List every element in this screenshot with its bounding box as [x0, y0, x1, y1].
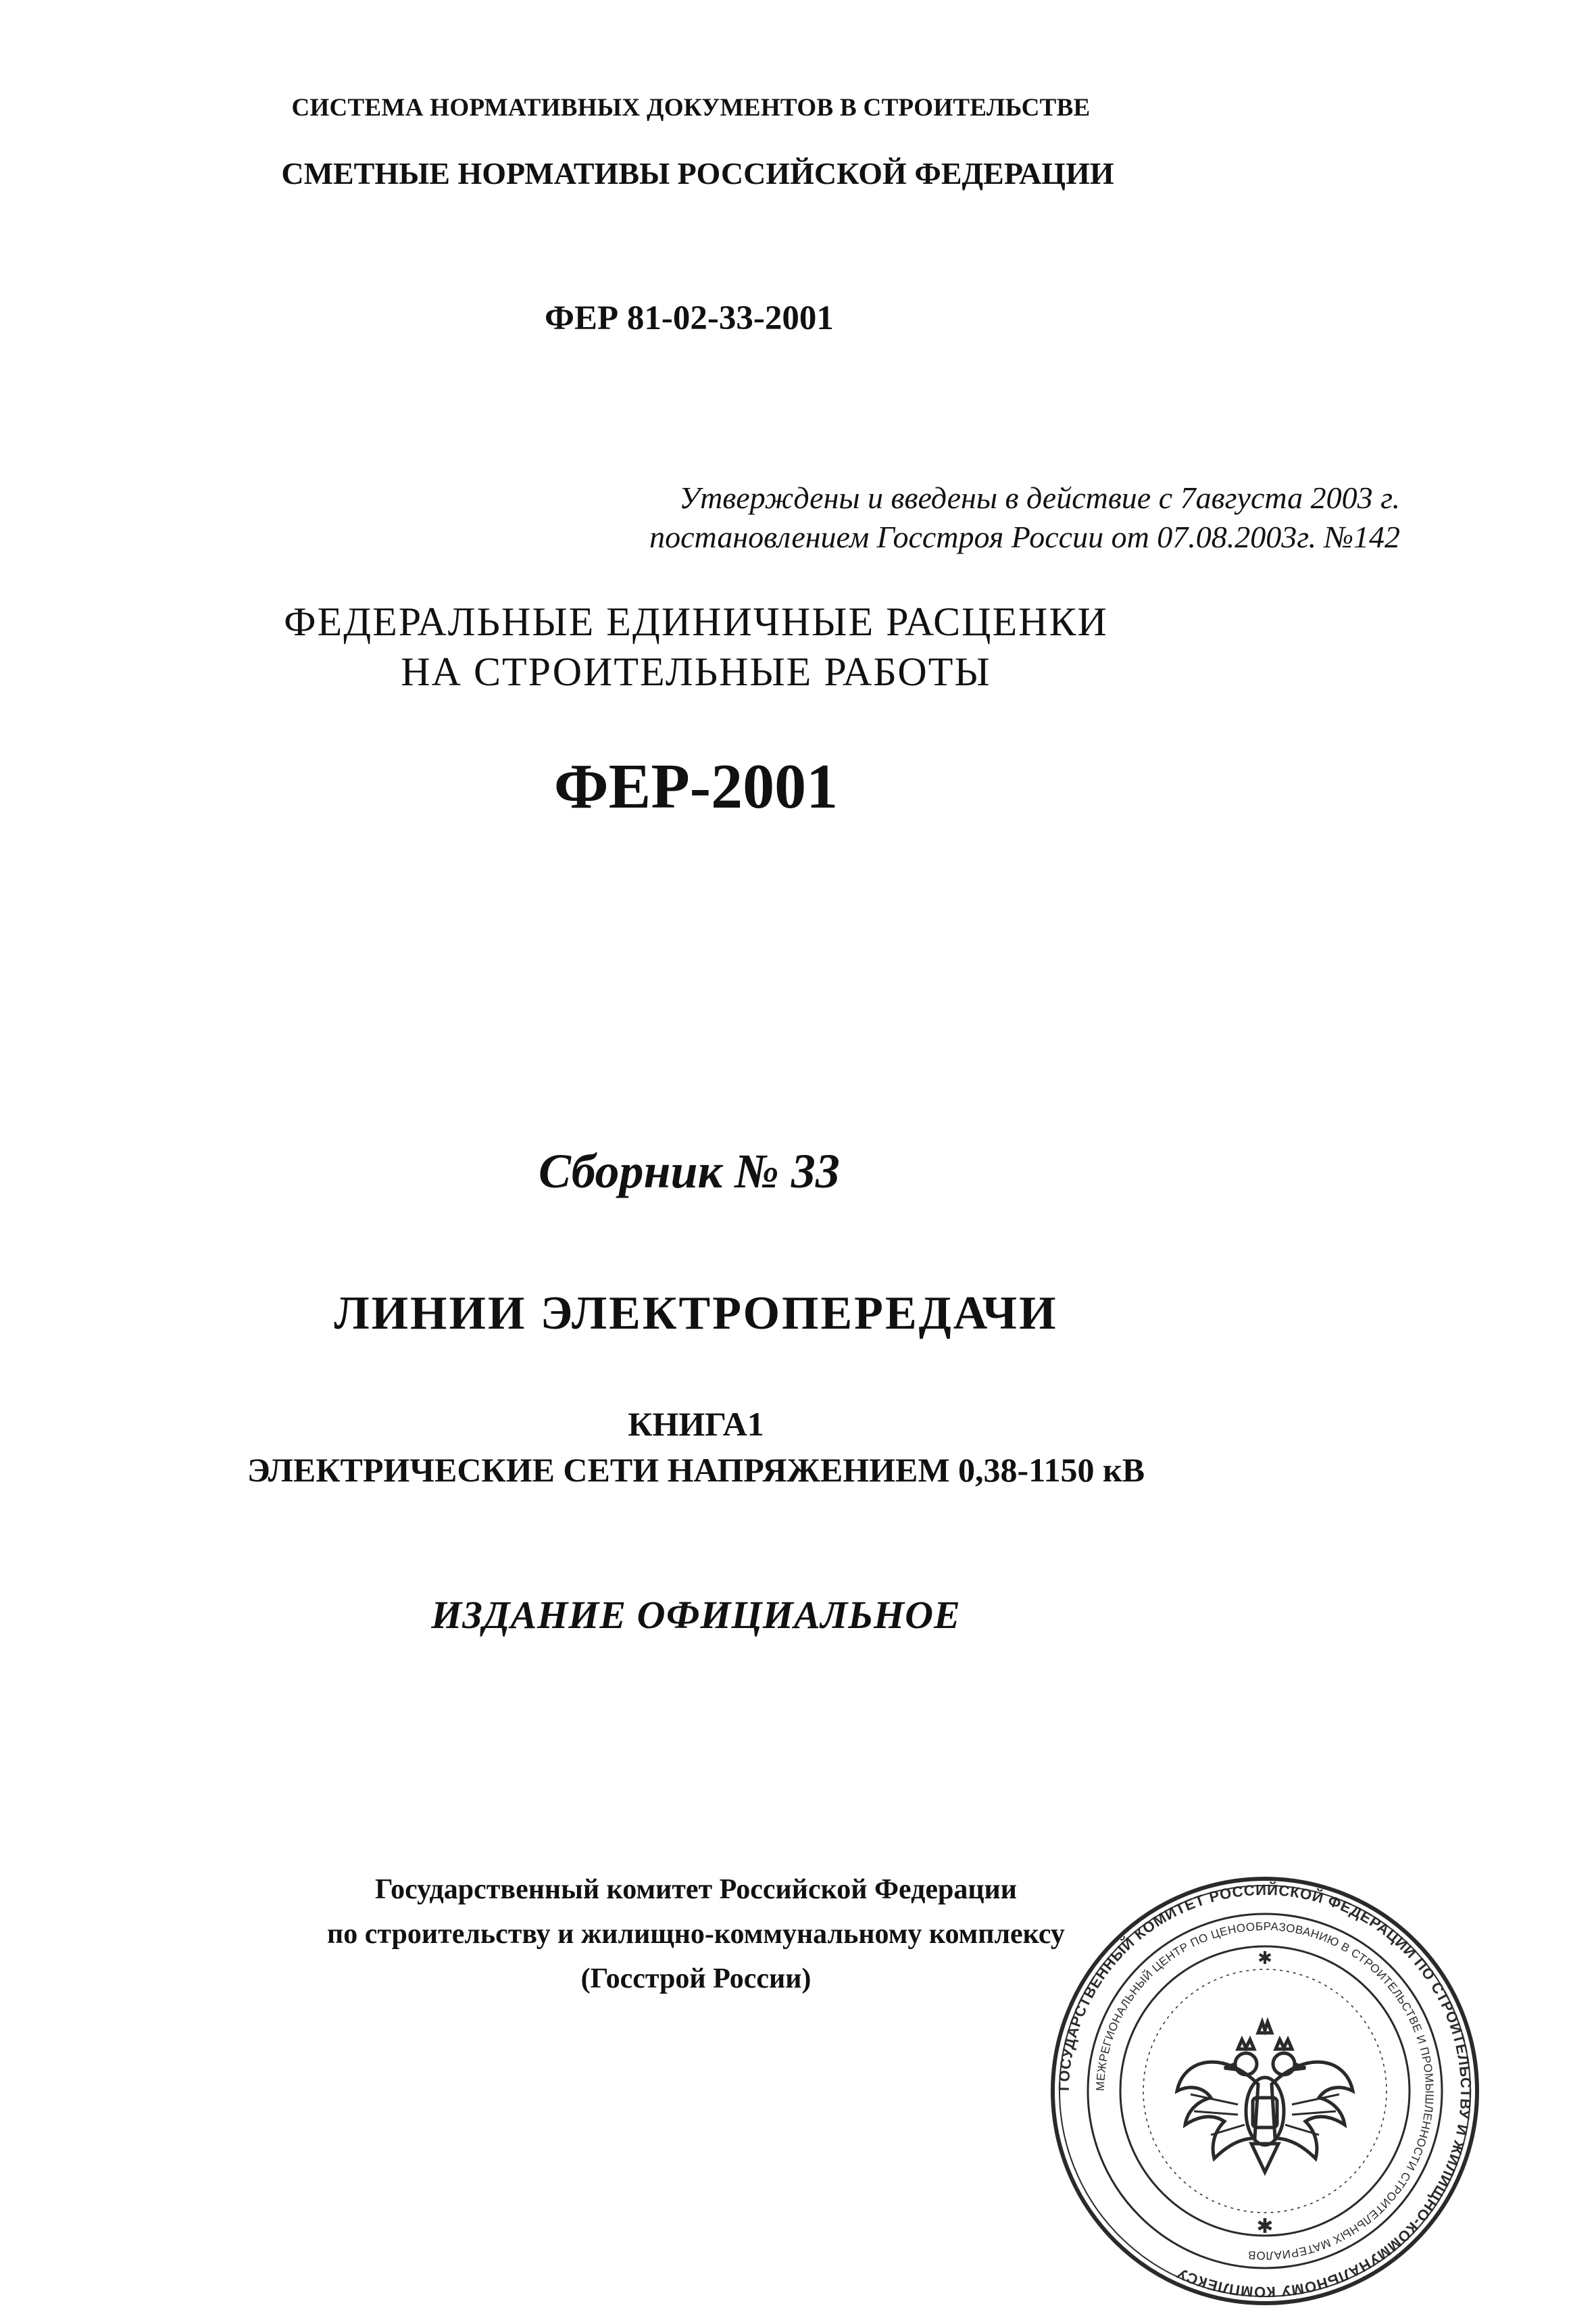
collection-name: ЛИНИИ ЭЛЕКТРОПЕРЕДАЧИ: [334, 1287, 1058, 1339]
stamp-outer-text: ГОСУДАРСТВЕННЫЙ КОМИТЕТ РОССИЙСКОЙ ФЕДЕРАЦИИ ПО СТРОИТЕЛЬСТВУ И ЖИЛИЩНО-КОММУНАЛЬНОМУ КОМПЛЕКСУ: [1055, 1881, 1475, 2301]
document-code: ФЕР 81-02-33-2001: [545, 299, 834, 337]
stamp-outer-ring: [1053, 1879, 1477, 2303]
collection-number: Сборник № 33: [539, 1144, 840, 1198]
official-seal-stamp: [1049, 1875, 1481, 2307]
publisher-line-1: Государственный комитет Российской Федерации: [375, 1874, 1017, 1905]
edition-label: ИЗДАНИЕ ОФИЦИАЛЬНОЕ: [431, 1593, 961, 1637]
stamp-inner-ring: [1120, 1946, 1410, 2236]
system-header: СИСТЕМА НОРМАТИВНЫХ ДОКУМЕНТОВ В СТРОИТЕЛЬСТВЕ: [291, 94, 1091, 122]
title-line-2: НА СТРОИТЕЛЬНЫЕ РАБОТЫ: [401, 649, 991, 694]
approval-line-2: постановлением Госстроя России от 07.08.2003г. №142: [649, 520, 1400, 554]
norms-header: СМЕТНЫЕ НОРМАТИВЫ РОССИЙСКОЙ ФЕДЕРАЦИИ: [281, 156, 1114, 191]
approval-line-1: Утверждены и введены в действие с 7августа 2003 г.: [679, 481, 1400, 515]
svg-text:✱: ✱: [1257, 1948, 1272, 1969]
title-short: ФЕР-2001: [553, 752, 839, 822]
double-headed-eagle-emblem: [1177, 2022, 1353, 2172]
publisher-line-3: (Госстрой России): [580, 1963, 812, 1994]
title-line-1: ФЕДЕРАЛЬНЫЕ ЕДИНИЧНЫЕ РАСЦЕНКИ: [284, 599, 1108, 644]
publisher-line-2: по строительству и жилищно-коммунальному комплексу: [327, 1919, 1065, 1950]
svg-text:✱: ✱: [1256, 2215, 1274, 2238]
book-number: КНИГА1: [628, 1405, 764, 1443]
stamp-inner-text: МЕЖРЕГИОНАЛЬНЫЙ ЦЕНТР ПО ЦЕНООБРАЗОВАНИЮ В СТРОИТЕЛЬСТВЕ И ПРОМЫШЛЕННОСТИ СТРОИТЕЛЬНЫХ МАТЕРИАЛОВ: [1093, 1919, 1437, 2263]
book-title: ЭЛЕКТРИЧЕСКИЕ СЕТИ НАПРЯЖЕНИЕМ 0,38-1150 кВ: [247, 1451, 1145, 1489]
